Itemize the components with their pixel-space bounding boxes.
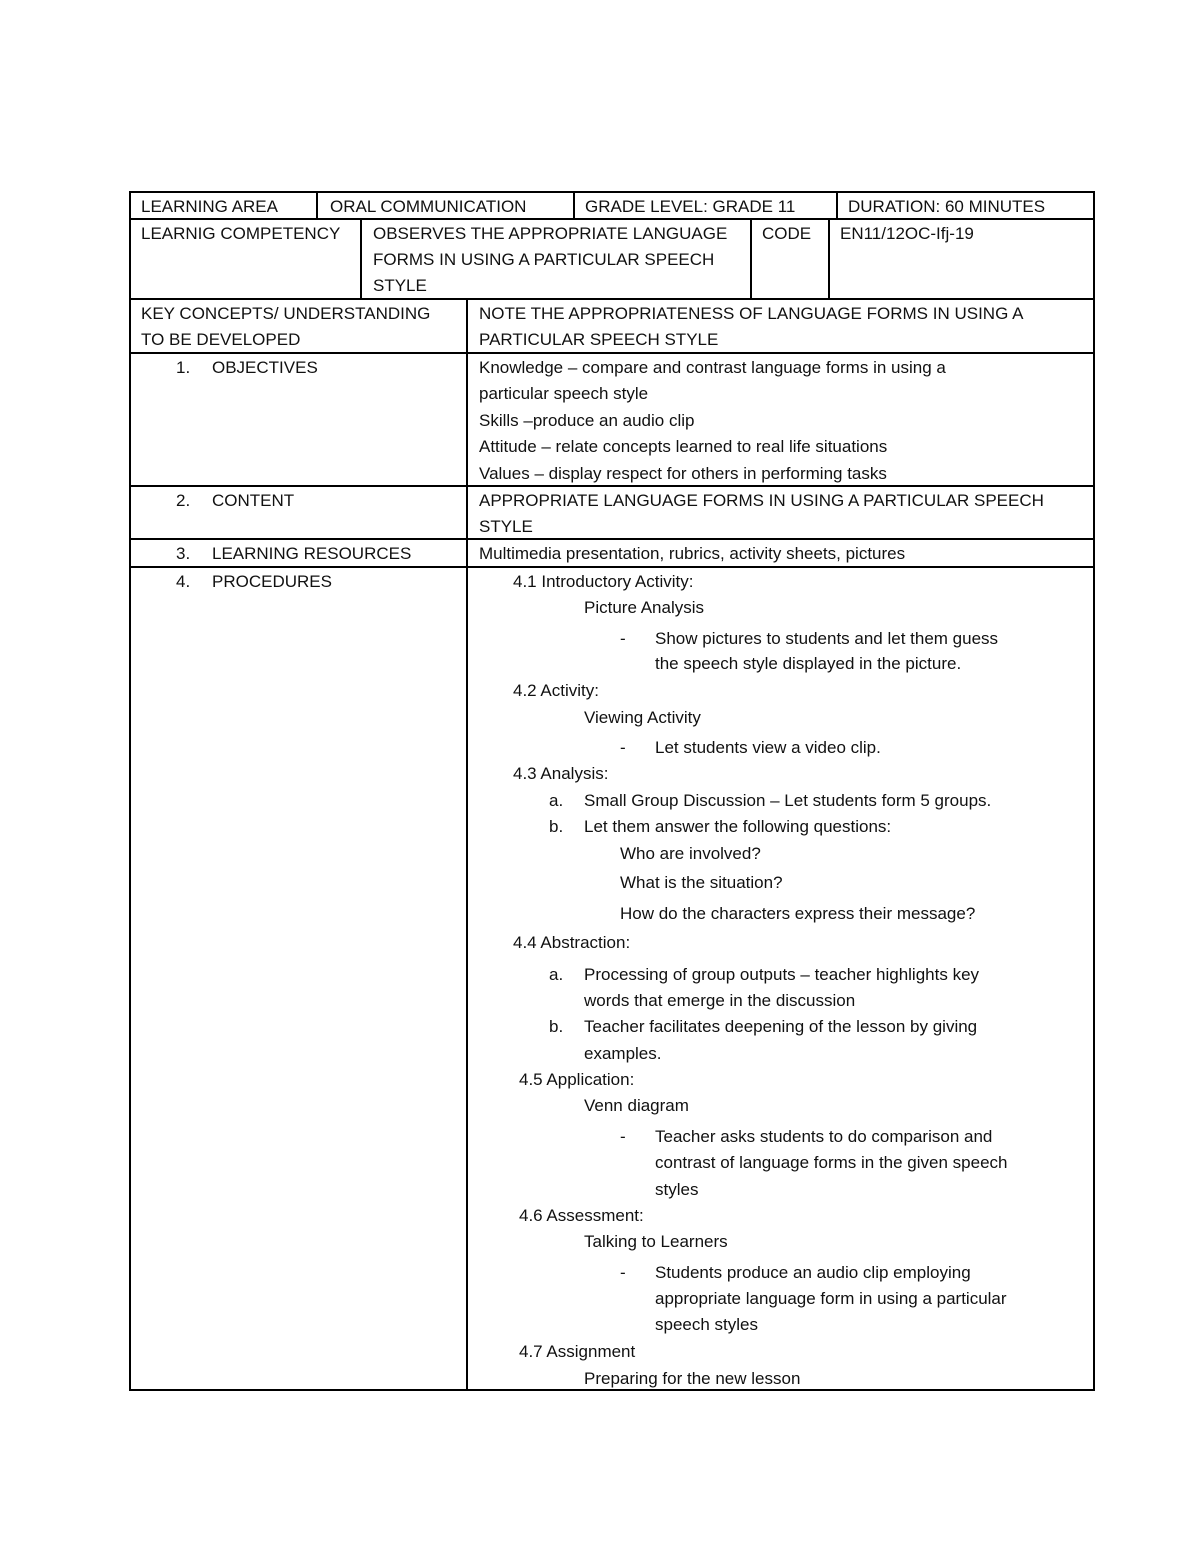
list-marker: a.: [549, 791, 564, 810]
column-divider: [750, 218, 752, 299]
objectives-number: 1.: [176, 358, 191, 377]
duration: DURATION: 60 MINUTES: [848, 197, 1046, 216]
section-heading: 4.1 Introductory Activity:: [513, 572, 694, 591]
bullet-line: the speech style displayed in the picture.: [655, 654, 962, 673]
key-concepts-label-line: TO BE DEVELOPED: [141, 330, 301, 349]
question: Who are involved?: [620, 844, 761, 863]
bullet-dash: -: [620, 1263, 626, 1282]
objective-line: particular speech style: [479, 384, 649, 403]
list-item-line: Processing of group outputs – teacher highlights key: [584, 965, 980, 984]
bullet-line: Teacher asks students to do comparison and: [655, 1127, 993, 1146]
section-heading: 4.7 Assignment: [519, 1342, 636, 1361]
key-concepts-label-line: KEY CONCEPTS/ UNDERSTANDING: [141, 304, 431, 323]
competency-label: LEARNIG COMPETENCY: [141, 224, 341, 243]
list-marker: a.: [549, 965, 564, 984]
competency-value-line: STYLE: [373, 276, 427, 295]
key-concepts-value-line: PARTICULAR SPEECH STYLE: [479, 330, 719, 349]
procedures-number: 4.: [176, 572, 191, 591]
bullet-line: speech styles: [655, 1315, 758, 1334]
column-divider: [573, 191, 575, 219]
bullet-line: appropriate language form in using a particular: [655, 1289, 1007, 1308]
objective-line: Skills –produce an audio clip: [479, 411, 695, 430]
section-subheading: Talking to Learners: [584, 1232, 728, 1251]
content-label: CONTENT: [212, 491, 295, 510]
section-subheading: Preparing for the new lesson: [584, 1369, 801, 1388]
list-item-line: words that emerge in the discussion: [584, 991, 856, 1010]
column-divider: [466, 298, 468, 1391]
objective-line: Values – display respect for others in performing tasks: [479, 464, 887, 483]
list-item-line: examples.: [584, 1044, 662, 1063]
resources-value: Multimedia presentation, rubrics, activity sheets, pictures: [479, 544, 906, 563]
objective-line: Attitude – relate concepts learned to real life situations: [479, 437, 888, 456]
resources-number: 3.: [176, 544, 191, 563]
row-divider: [129, 298, 1095, 300]
section-heading: 4.3 Analysis:: [513, 764, 609, 783]
competency-value-line: FORMS IN USING A PARTICULAR SPEECH: [373, 250, 715, 269]
objectives-label: OBJECTIVES: [212, 358, 318, 377]
section-heading: 4.4 Abstraction:: [513, 933, 631, 952]
list-item: Small Group Discussion – Let students form 5 groups.: [584, 791, 992, 810]
column-divider: [836, 191, 838, 219]
section-subheading: Picture Analysis: [584, 598, 704, 617]
resources-label: LEARNING RESOURCES: [212, 544, 412, 563]
list-item-line: Teacher facilitates deepening of the lesson by giving: [584, 1017, 978, 1036]
code-value: EN11/12OC-Ifj-19: [840, 224, 974, 243]
content-line: STYLE: [479, 517, 533, 536]
learning-area-label: LEARNING AREA: [141, 197, 278, 216]
bullet-line: styles: [655, 1180, 699, 1199]
learning-area-value: ORAL COMMUNICATION: [330, 197, 527, 216]
objective-line: Knowledge – compare and contrast language forms in using a: [479, 358, 946, 377]
bullet-dash: -: [620, 629, 626, 648]
list-marker: b.: [549, 817, 564, 836]
question: How do the characters express their message?: [620, 904, 976, 923]
key-concepts-value-line: NOTE THE APPROPRIATENESS OF LANGUAGE FORMS IN USING A: [479, 304, 1024, 323]
procedures-label: PROCEDURES: [212, 572, 332, 591]
bullet-line: Students produce an audio clip employing: [655, 1263, 971, 1282]
section-heading: 4.5 Application:: [519, 1070, 635, 1089]
content-line: APPROPRIATE LANGUAGE FORMS IN USING A PARTICULAR SPEECH: [479, 491, 1044, 510]
column-divider: [316, 191, 318, 219]
column-divider: [360, 218, 362, 299]
list-item: Let them answer the following questions:: [584, 817, 892, 836]
section-heading: 4.2 Activity:: [513, 681, 599, 700]
section-heading: 4.6 Assessment:: [519, 1206, 644, 1225]
bullet-dash: -: [620, 738, 626, 757]
bullet-dash: -: [620, 1127, 626, 1146]
content-number: 2.: [176, 491, 191, 510]
section-subheading: Viewing Activity: [584, 708, 701, 727]
list-marker: b.: [549, 1017, 564, 1036]
section-subheading: Venn diagram: [584, 1096, 689, 1115]
question: What is the situation?: [620, 873, 783, 892]
row-divider: [129, 538, 1095, 540]
column-divider: [828, 218, 830, 299]
bullet-line: contrast of language forms in the given speech: [655, 1153, 1008, 1172]
bullet-line: Show pictures to students and let them guess: [655, 629, 999, 648]
bullet-line: Let students view a video clip.: [655, 738, 881, 757]
competency-value-line: OBSERVES THE APPROPRIATE LANGUAGE: [373, 224, 728, 243]
grade-level: GRADE LEVEL: GRADE 11: [585, 197, 796, 216]
code-label: CODE: [762, 224, 812, 243]
